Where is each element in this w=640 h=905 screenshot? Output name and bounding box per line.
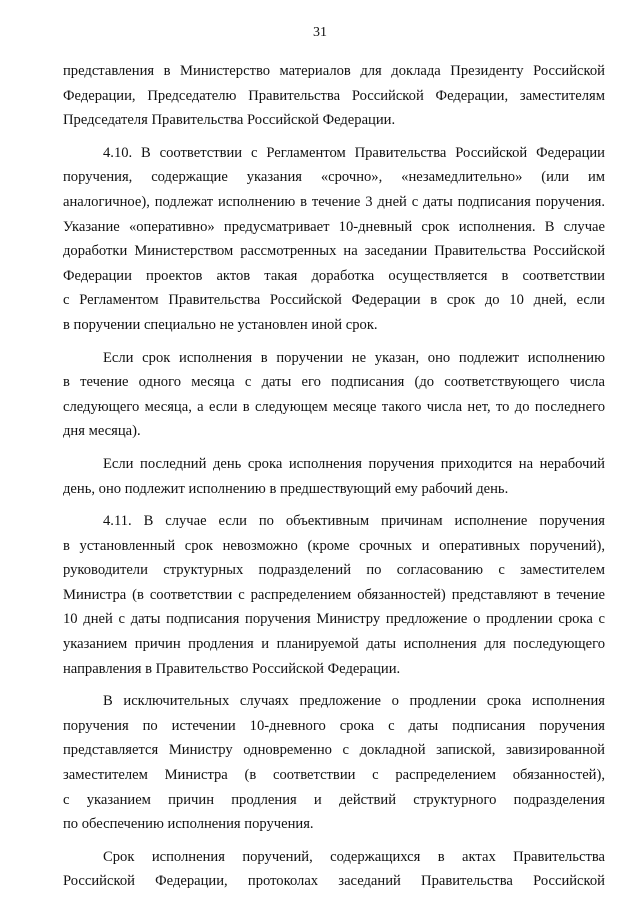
- paragraph-non-working-day: [63, 452, 605, 501]
- paragraph-4-10: [63, 141, 605, 338]
- text-line: следующего месяца, а если в следующем месяце такого числа нет, то до последнего: [63, 398, 605, 415]
- text-line: направления в Правительство Российской Федерации.: [63, 660, 401, 677]
- text-line: день, оно подлежит исполнению в предшествующий ему рабочий день.: [63, 480, 509, 497]
- paragraph-exceptional-cases: [63, 689, 605, 837]
- text-line: Указание «оперативно» предусматривает 10-дневный срок исполнения. В случае: [63, 218, 605, 235]
- text-line: Федерации, Председателю Правительства Российской Федерации, заместителям: [63, 87, 605, 104]
- text-line: Федерации проектов актов такая доработка осуществляется в соответствии: [63, 267, 605, 284]
- paragraph-continuation: [63, 59, 605, 133]
- text-line: по обеспечению исполнения поручения.: [63, 816, 314, 833]
- paragraph-deadline-unspecified: [63, 346, 605, 444]
- page-number: 31: [313, 25, 327, 40]
- text-line: 10 дней с даты подписания поручения Министру предложение о продлении срока с: [63, 611, 605, 628]
- text-line: представления в Министерство материалов для доклада Президенту Российской: [63, 63, 605, 79]
- text-line: поручения, содержащие указания «срочно», «незамедлительно» (или им: [63, 169, 605, 186]
- document-body: [63, 59, 605, 894]
- paragraph-government-acts: [63, 845, 605, 894]
- text-line: Министра (в соответствии с распределением обязанностей) представляют в течение: [63, 586, 605, 603]
- text-line: поручения по истечении 10-дневного срока с даты подписания поручения: [63, 717, 605, 734]
- text-line: указанием причин продления и планируемой даты исполнения для последующего: [63, 636, 605, 653]
- text-line: в установленный срок невозможно (кроме срочных и оперативных поручений),: [63, 537, 605, 554]
- text-line: 4.10. В соответствии с Регламентом Правительства Российской Федерации: [103, 144, 605, 161]
- text-line: Срок исполнения поручений, содержащихся в актах Правительства: [103, 848, 605, 865]
- text-line: в течение одного месяца с даты его подписания (до соответствующего числа: [63, 374, 605, 391]
- text-line: с указанием причин продления и действий структурного подразделения: [63, 791, 605, 808]
- paragraph-4-11: [63, 509, 605, 681]
- text-line: Если срок исполнения в поручении не указан, оно подлежит исполнению: [103, 349, 605, 366]
- text-line: Российской Федерации, протоколах заседаний Правительства Российской: [63, 873, 605, 890]
- text-line: представляется Министру одновременно с докладной запиской, завизированной: [63, 742, 605, 759]
- text-line: Если последний день срока исполнения поручения приходится на нерабочий: [103, 455, 605, 472]
- text-line: В исключительных случаях предложение о продлении срока исполнения: [103, 693, 605, 710]
- text-line: с Регламентом Правительства Российской Федерации в срок до 10 дней, если: [63, 292, 605, 309]
- text-line: 4.11. В случае если по объективным причинам исполнение поручения: [103, 513, 605, 530]
- text-line: дня месяца).: [63, 423, 141, 440]
- text-line: доработки Министерством рассмотренных на заседании Правительства Российской: [63, 243, 605, 260]
- text-line: в поручении специально не установлен иной срок.: [63, 316, 378, 333]
- text-line: Председателя Правительства Российской Федерации.: [63, 112, 396, 129]
- text-line: заместителем Министра (в соответствии с распределением обязанностей),: [63, 767, 605, 784]
- text-line: руководители структурных подразделений по согласованию с заместителем: [63, 562, 605, 579]
- text-line: аналогичное), подлежат исполнению в течение 3 дней с даты подписания поручения.: [63, 193, 605, 210]
